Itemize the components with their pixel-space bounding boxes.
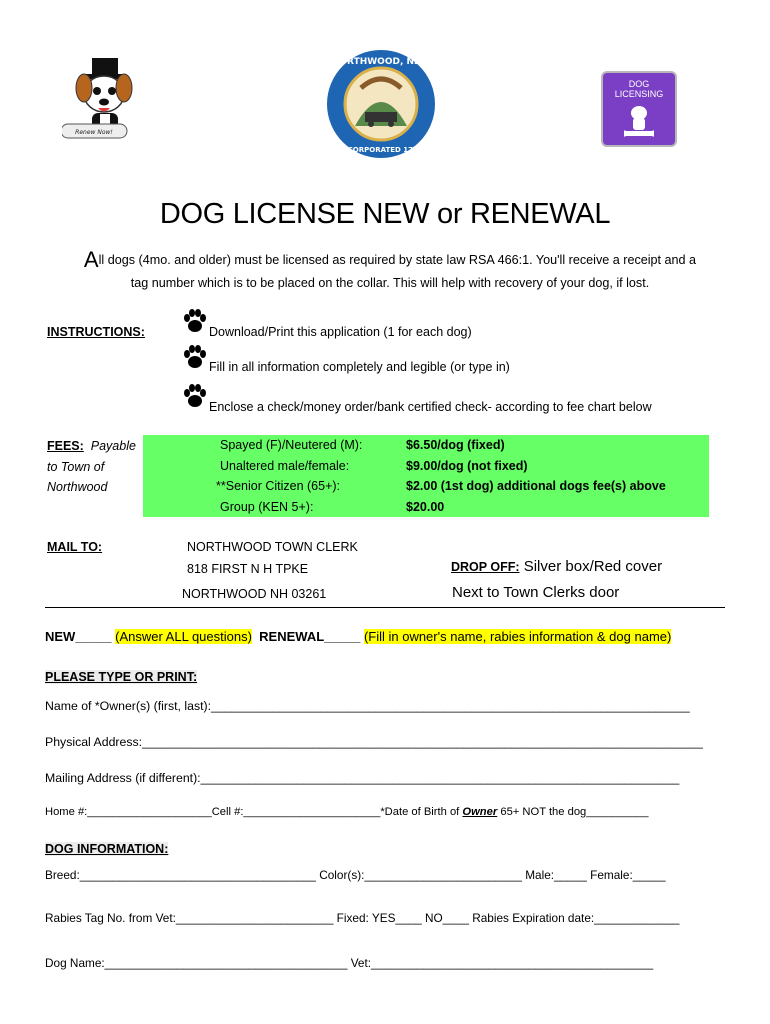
license-type-row: NEW_____ (Answer ALL questions) RENEWAL_____ (Fill in owner's name, rabies information & dog name): [45, 629, 672, 644]
svg-text:Renew Now!: Renew Now!: [75, 129, 113, 136]
paw-icon: [182, 383, 208, 409]
paw-icon: [182, 308, 208, 334]
svg-text:INCORPORATED 1773: INCORPORATED 1773: [339, 146, 423, 154]
dog-mascot-logo: [62, 58, 146, 154]
rabies-fixed-field[interactable]: Rabies Tag No. from Vet:________________________ Fixed: YES____ NO____ Rabies Expiration date:_____________: [45, 911, 680, 925]
section-heading: DOG INFORMATION:: [45, 842, 169, 856]
section-heading: PLEASE TYPE OR PRINT:: [45, 670, 198, 684]
instruction-item: Download/Print this application (1 for each dog): [209, 325, 472, 339]
drop-off: DROP OFF: Silver box/Red cover: [451, 558, 663, 575]
divider: [45, 607, 725, 608]
paw-icon: [182, 344, 208, 370]
dog-licensing-badge: DOG LICENSING: [601, 71, 677, 147]
svg-text:NORTHWOOD, NEW: NORTHWOOD, NEW: [331, 57, 431, 67]
mail-to-label: MAIL TO:: [47, 540, 103, 554]
fee-row: Unaltered male/female: $9.00/dog (not fixed): [220, 458, 528, 473]
phone-dob-field[interactable]: Home #:____________________Cell #:______________________*Date of Birth of Owner 65+ NOT the dog__________: [45, 806, 649, 818]
physical-address-field[interactable]: Physical Address:__________________________________________________________________________________: [45, 735, 703, 749]
dog-name-vet-field[interactable]: Dog Name:_____________________________________ Vet:___________________________________________: [45, 956, 654, 970]
owner-name-field[interactable]: Name of *Owner(s) (first, last):______________________________________________________________________: [45, 699, 690, 713]
town-seal-logo: [325, 48, 437, 160]
instruction-item: Fill in all information completely and legible (or type in): [209, 360, 510, 374]
fee-chart: [143, 435, 709, 517]
fee-row: Spayed (F)/Neutered (M): $6.50/dog (fixed): [220, 438, 505, 452]
page-title: DOG LICENSE NEW or RENEWAL: [159, 198, 611, 230]
intro-text: All dogs (4mo. and older) must be licensed as required by state law RSA 466:1. You'll receive a receipt and a tag number which is to be placed on the collar. This will help with recovery of your dog, if lost.: [83, 247, 697, 290]
breed-color-sex-field[interactable]: Breed:____________________________________ Color(s):________________________ Male:_____ Female:_____: [45, 868, 666, 882]
dog-icon: [624, 103, 654, 137]
mail-address-line: NORTHWOOD NH 03261: [182, 587, 327, 601]
instructions-label: INSTRUCTIONS:: [47, 325, 145, 339]
mailing-address-field[interactable]: Mailing Address (if different):______________________________________________________________________: [45, 771, 680, 785]
fees-label: FEES: Payable to Town of Northwood: [47, 439, 136, 494]
instruction-item: Enclose a check/money order/bank certified check- according to fee chart below: [209, 400, 652, 414]
fee-row: Group (KEN 5+): $20.00: [220, 499, 445, 514]
drop-off-location: Next to Town Clerks door: [452, 584, 620, 601]
fee-row: **Senior Citizen (65+): $2.00 (1st dog) additional dogs fee(s) above: [216, 479, 666, 493]
mail-address-line: NORTHWOOD TOWN CLERK: [187, 540, 358, 554]
mail-address-line: 818 FIRST N H TPKE: [187, 562, 309, 576]
